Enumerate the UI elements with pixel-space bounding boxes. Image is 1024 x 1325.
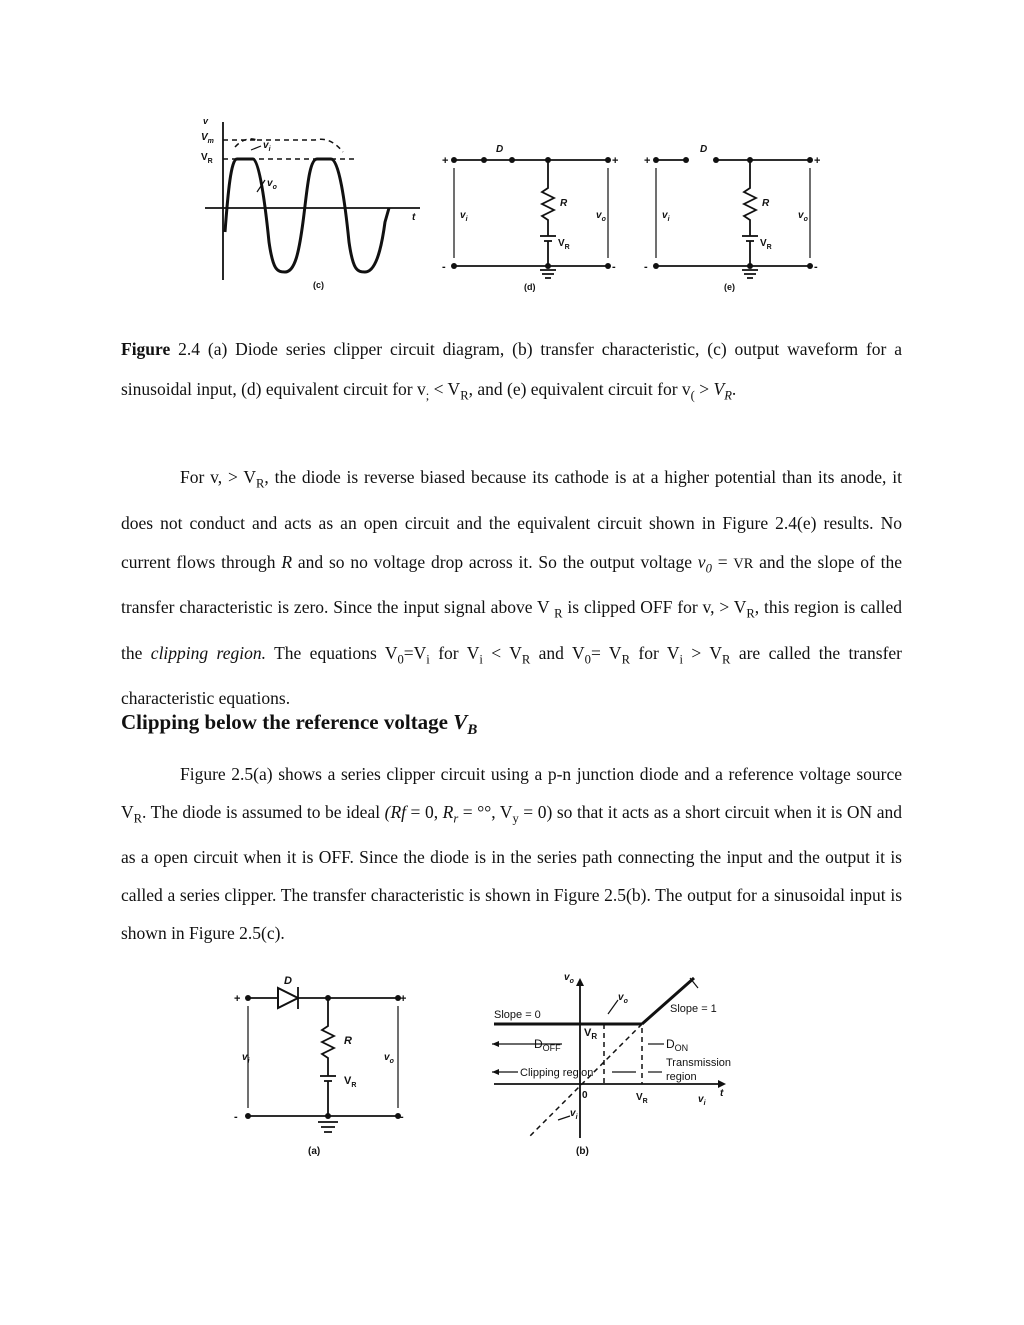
node — [713, 157, 719, 163]
text-sub: i — [426, 652, 430, 666]
text-run: . The diode is assumed to be ideal — [142, 802, 385, 822]
text-sub: R — [133, 811, 143, 826]
minus-right: - — [400, 1111, 404, 1123]
d-off-label: $D_{OFF}$ — [534, 1037, 561, 1053]
plus-left: + — [234, 993, 241, 1005]
t-axis-label: t — [412, 212, 416, 223]
text-run: = V — [590, 642, 622, 663]
text-italic: clipping region. — [150, 642, 266, 663]
text-sub: 0 — [584, 652, 591, 666]
text-sub: 0 — [397, 652, 404, 666]
slope-one-label: Slope = 1 — [670, 1003, 717, 1015]
region-label: region — [666, 1071, 697, 1083]
body-paragraph-2 — [121, 755, 902, 952]
node — [683, 157, 689, 163]
heading-italic: V — [453, 710, 468, 734]
text-run: for V — [629, 642, 680, 663]
plus-left: + — [644, 155, 651, 167]
text-run: Figure 2.5(a) shows a series clipper circuit using a p-n junction diode and a reference voltage source V — [121, 764, 902, 822]
figure-2-5-panel-b — [484, 970, 749, 1160]
text-italic: R — [281, 551, 293, 572]
text-sub: i — [479, 652, 483, 666]
circuit-a — [228, 970, 413, 1160]
ground-icon — [540, 270, 556, 278]
node — [807, 157, 813, 163]
caption-sub: ( — [690, 388, 695, 402]
caption-sub: ; — [425, 388, 430, 402]
heading-italic-sub: B — [467, 722, 478, 739]
vi-label: $v_i$ — [242, 1052, 250, 1065]
caption-part: > — [694, 378, 714, 399]
text-italic-sub: r — [453, 811, 459, 826]
vi-label: $v_i$ — [263, 140, 271, 153]
clipping-region-label: Clipping region — [520, 1067, 594, 1079]
minus-right: - — [612, 261, 616, 273]
t-axis-label: t — [720, 1088, 724, 1099]
vi-marker-label: $v_i$ — [570, 1108, 578, 1121]
panel-a-label: (a) — [308, 1146, 321, 1157]
vo-marker-pointer — [608, 1000, 618, 1014]
minus-left: - — [442, 261, 446, 273]
vi-label: $v_i$ — [460, 210, 468, 223]
vi-axis-arrow — [718, 1080, 726, 1088]
resistor-symbol — [542, 160, 554, 236]
d-on-label: $D_{ON}$ — [666, 1037, 689, 1053]
node — [451, 263, 457, 269]
figure-2-4-panel-e — [642, 140, 832, 295]
caption-figure-word: Figure — [121, 339, 171, 359]
plus-right: + — [612, 155, 619, 167]
caption-part: < V — [429, 378, 461, 399]
text-run: For v, > V — [180, 467, 256, 487]
axis-v-label: v — [203, 116, 209, 126]
caption-part: . — [731, 378, 737, 399]
d-off-arrowhead — [492, 1041, 499, 1047]
vr-label: $V_R$ — [344, 1075, 357, 1089]
section-heading — [121, 710, 477, 739]
text-run: and the slope of the transfer characteristic is zero. Since the input signal above V — [121, 551, 903, 617]
text-sub: y — [512, 811, 519, 826]
text-run: and so no voltage drop across it. So the output voltage — [292, 551, 698, 572]
node — [509, 157, 515, 163]
text-sub: R — [554, 606, 563, 621]
resistor-label: R — [762, 198, 770, 209]
vr-label: $V_R$ — [201, 152, 213, 165]
vi-marker-pointer — [558, 1116, 570, 1120]
caption-part: , and (e) equivalent circuit for v — [468, 378, 691, 399]
minus-left: - — [644, 261, 648, 273]
node — [807, 263, 813, 269]
caption-sub: R — [460, 388, 469, 402]
text-run: = °°, V — [458, 802, 513, 822]
text-small: VR — [733, 555, 754, 572]
paragraph-2-text — [121, 755, 902, 952]
plus-left: + — [442, 155, 449, 167]
text-sub: R — [746, 606, 755, 621]
text-run: is clipped OFF for v, > V — [562, 597, 747, 617]
text-run: > V — [683, 642, 723, 663]
node — [481, 157, 487, 163]
vi-label: $v_i$ — [662, 210, 670, 223]
text-italic: (Rf — [384, 802, 407, 822]
minus-left: - — [234, 1111, 238, 1123]
slope-zero-label: Slope = 0 — [494, 1009, 541, 1021]
caption-italic-sub: R — [724, 388, 732, 402]
text-run: =V — [403, 642, 427, 663]
node — [605, 263, 611, 269]
resistor-label: R — [344, 1035, 352, 1047]
vi-dashed-line — [530, 1024, 642, 1136]
node — [451, 157, 457, 163]
text-run: are called the transfer characteristic equations. — [121, 642, 902, 708]
vo-label: $v_o$ — [596, 210, 606, 223]
paragraph-1-text — [121, 458, 902, 718]
figure-2-4-panel-c — [195, 112, 430, 292]
transmission-label: Transmission — [666, 1057, 731, 1069]
waveform-plot — [195, 112, 430, 292]
text-sub: R — [722, 652, 731, 666]
resistor-symbol — [322, 998, 334, 1076]
vi-axis-label: $v_i$ — [698, 1094, 706, 1107]
vr-label: $V_R$ — [558, 238, 570, 251]
panel-d-label: (d) — [524, 282, 536, 292]
body-paragraph-1 — [121, 458, 902, 718]
text-run: , this region is called the — [121, 597, 902, 663]
node — [245, 1113, 251, 1119]
diode-label: D — [496, 144, 504, 155]
panel-c-label: (c) — [313, 280, 324, 290]
text-run: The equations V — [265, 642, 398, 663]
slope-one-line — [642, 978, 694, 1024]
diode-label: D — [284, 975, 292, 987]
text-run: , the diode is reverse biased because its cathode is at a higher potential than its anode, it does not conduct and acts as an open circuit and the equivalent circuit shown in Figure 2.4(e) results. No current flows through — [121, 467, 902, 572]
minus-right: - — [814, 261, 818, 273]
node — [653, 263, 659, 269]
circuit-d — [440, 140, 630, 295]
node — [245, 995, 251, 1001]
diode-label: D — [700, 144, 708, 155]
panel-b-label: (b) — [576, 1146, 589, 1157]
vi-pointer — [251, 146, 261, 150]
node — [653, 157, 659, 163]
text-run: < V — [482, 642, 522, 663]
resistor-symbol — [744, 160, 756, 236]
vr-label: $V_R$ — [760, 238, 772, 251]
diode-icon — [278, 988, 298, 1008]
ground-icon — [742, 270, 758, 278]
text-run: = — [711, 551, 734, 572]
vo-marker-label: $v_o$ — [618, 992, 628, 1005]
caption-italic: V — [713, 378, 725, 399]
vo-axis-arrow — [576, 978, 584, 986]
heading-text: Clipping below the reference voltage — [121, 710, 454, 734]
vm-label: $V_m$ — [201, 132, 214, 145]
vo-label: $v_o$ — [267, 178, 277, 191]
vr-top-label: $V_R$ — [584, 1027, 598, 1041]
panel-e-label: (e) — [724, 282, 735, 292]
transfer-characteristic — [484, 970, 749, 1160]
text-sub: R — [521, 652, 531, 666]
ground-icon — [318, 1122, 338, 1132]
text-run: and V — [530, 642, 585, 663]
output-waveform — [225, 159, 389, 272]
origin-label: 0 — [582, 1090, 588, 1101]
figure-2-4-caption — [121, 330, 902, 416]
vr-axis-label: $V_R$ — [636, 1092, 648, 1105]
plus-right: + — [814, 155, 821, 167]
text-sub: R — [256, 476, 265, 491]
clipping-arrowhead-left — [492, 1069, 499, 1075]
vo-axis-label: $v_o$ — [564, 972, 574, 985]
caption-text — [121, 330, 902, 416]
text-italic: v — [697, 551, 706, 572]
caption-part: 2.4 (a) Diode series clipper circuit diagram, (b) transfer characteristic, (c) output waveform for a sinusoidal input, (d) equivalent circuit for v — [121, 339, 902, 399]
text-italic: R — [442, 802, 454, 822]
figure-2-5-panel-a — [228, 970, 413, 1160]
text-italic-sub: 0 — [705, 561, 712, 575]
text-sub: i — [679, 652, 684, 666]
text-sub: R — [621, 652, 630, 666]
plus-right: + — [400, 993, 407, 1005]
text-run: for V — [429, 642, 480, 663]
text-run: = 0) so that it acts as a short circuit when it is ON and as a open circuit when it is OFF. Since the diode is in the series path connecting the input and the output it is called a series clipper. The transfer characteristic is shown in Figure 2.5(b). The output for a sinusoidal input is shown in Figure 2.5(c). — [121, 802, 902, 943]
circuit-e — [642, 140, 832, 295]
node — [605, 157, 611, 163]
resistor-label: R — [560, 198, 568, 209]
figure-2-4-panel-d — [440, 140, 630, 295]
text-run: = 0, — [406, 802, 443, 822]
vo-label: $v_o$ — [798, 210, 808, 223]
vo-label: $v_o$ — [384, 1052, 394, 1065]
